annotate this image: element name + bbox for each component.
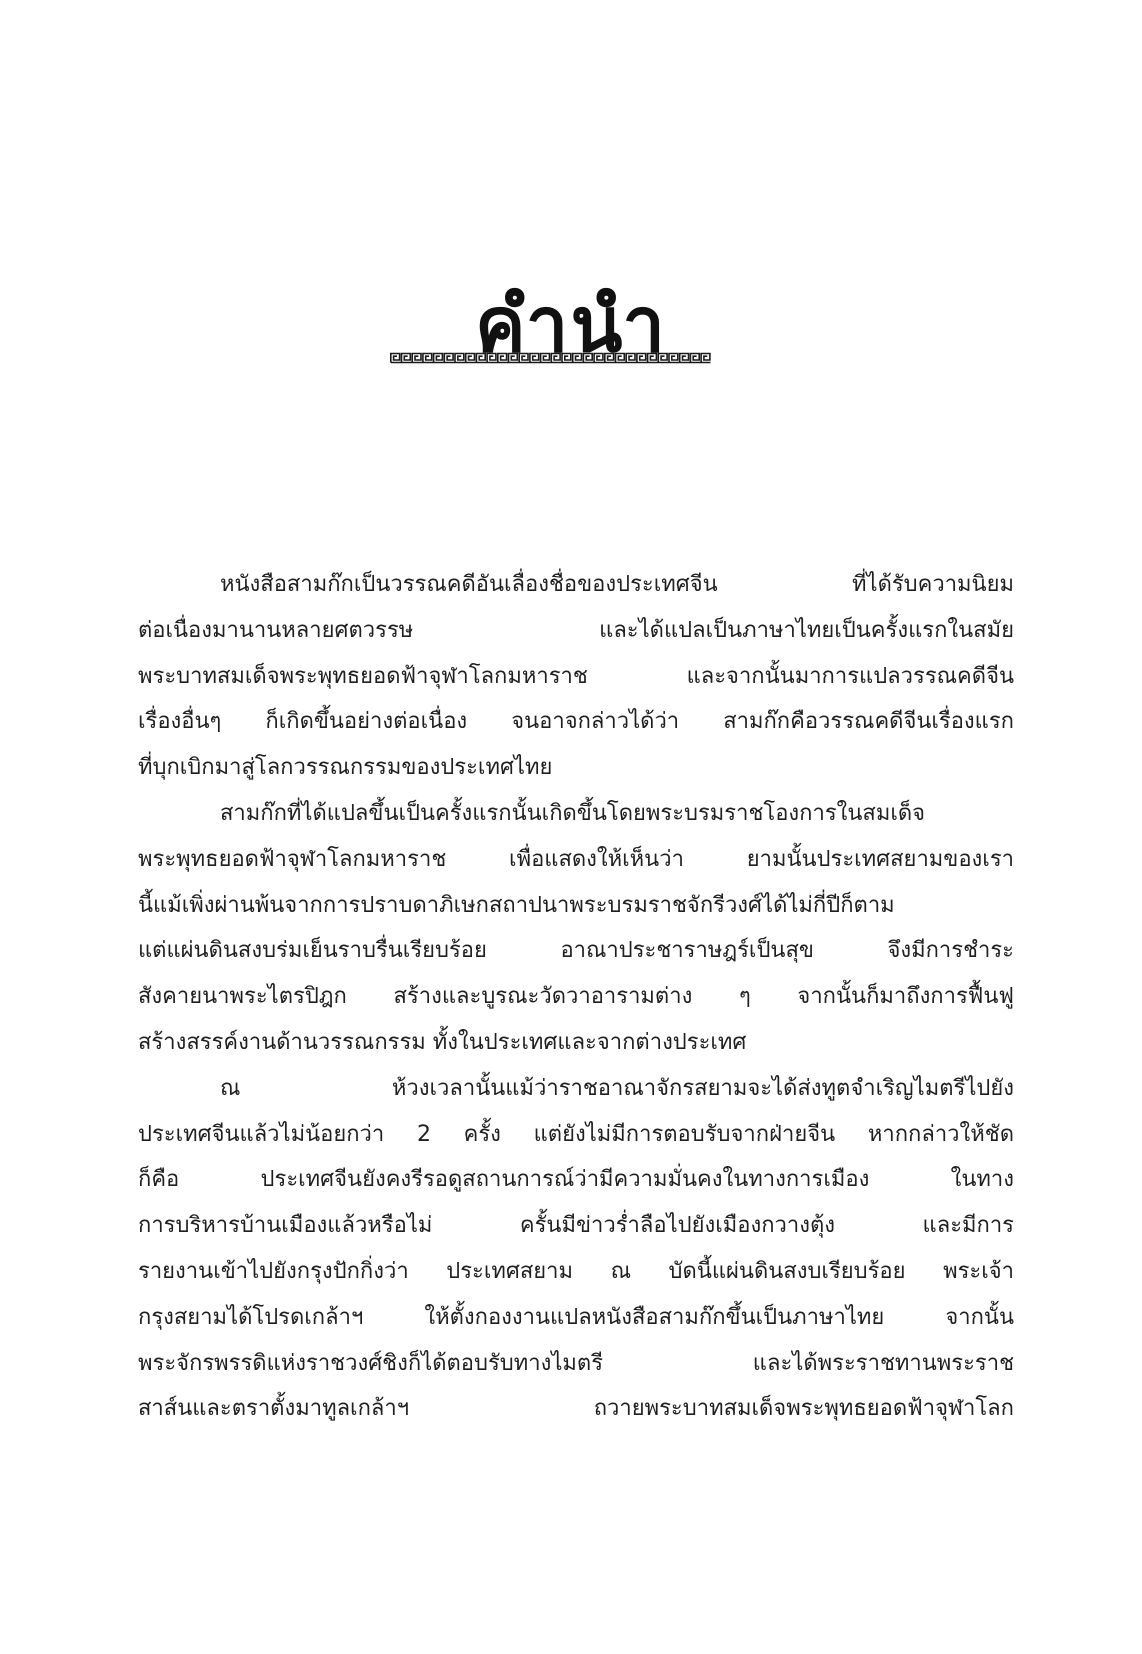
text-line: รายงานเข้าไปยังกรุงปักกิ่งว่า ประเทศสยาม ณ บัดนี้แผ่นดินสงบเรียบร้อย พระเจ้า (138, 1258, 1014, 1284)
ornament-segment (466, 354, 475, 363)
ornament-segment (551, 354, 560, 363)
ornament-segment (573, 354, 582, 363)
paragraph-2 (138, 791, 1014, 1066)
ornament-segment (626, 354, 635, 363)
ornament-segment (616, 354, 625, 363)
ornament-segment (637, 354, 646, 363)
text-line: นี้แม้เพิ่งผ่านพ้นจากการปราบดาภิเษกสถาปนาพระบรมราชจักรีวงศ์ได้ไม่กี่ปีก็ตาม (138, 892, 895, 918)
ornament-segment (583, 354, 592, 363)
text-line: ณ ห้วงเวลานั้นแม้ว่าราชอาณาจักรสยามจะได้ส่งทูตจำเริญไมตรีไปยัง (220, 1075, 1014, 1101)
paragraph-1 (138, 562, 1014, 791)
text-line: ต่อเนื่องมานานหลายศตวรรษ และได้แปลเป็นภาษาไทยเป็นครั้งแรกในสมัย (138, 617, 1014, 643)
ornament-segment (498, 354, 507, 363)
text-line: สังคายนาพระไตรปิฎก สร้างและบูรณะวัดวาอารามต่าง ๆ จากนั้นก็มาถึงการฟื้นฟู (138, 984, 1014, 1010)
ornament-segment (455, 354, 464, 363)
ornament-segment (434, 354, 443, 363)
text-line: พระจักรพรรดิแห่งราชวงศ์ชิงก็ได้ตอบรับทางไมตรี และได้พระราชทานพระราช (138, 1350, 1014, 1376)
text-line: สามก๊กที่ได้แปลขึ้นเป็นครั้งแรกนั้นเกิดขึ้นโดยพระบรมราชโองการในสมเด็จ (220, 800, 926, 826)
ornament-segment (519, 354, 528, 363)
ornament-segment (476, 354, 485, 363)
ornament-segment (648, 354, 657, 363)
preface-body (138, 562, 1014, 1432)
text-line: หนังสือสามก๊กเป็นวรรณคดีอันเลื่องชื่อของประเทศจีน ที่ได้รับความนิยม (220, 572, 1014, 597)
ornament-segment (562, 354, 571, 363)
ornament-segment (402, 354, 411, 363)
ornament-segment (530, 354, 539, 363)
ornament-segment (509, 354, 518, 363)
ornament-segment (412, 354, 421, 363)
page-title: คำนำ (474, 279, 668, 369)
text-line: สร้างสรรค์งานด้านวรรณกรรม ทั้งในประเทศและจากต่างประเทศ (138, 1029, 747, 1055)
decorative-divider (390, 350, 712, 369)
greek-key-ornament (390, 351, 712, 365)
ornament-segment (391, 354, 400, 363)
text-line: พระบาทสมเด็จพระพุทธยอดฟ้าจุฬาโลกมหาราช และจากนั้นมาการแปลวรรณคดีจีน (138, 663, 1014, 689)
text-line: ก็คือ ประเทศจีนยังคงรีรอดูสถานการณ์ว่ามีความมั่นคงในทางการเมือง ในทาง (138, 1167, 1014, 1193)
ornament-segment (680, 354, 689, 363)
ornament-segment (658, 354, 667, 363)
text-line: ที่บุกเบิกมาสู่โลกวรรณกรรมของประเทศไทย (138, 755, 553, 781)
ornament-segment (541, 354, 550, 363)
ornament-segment (444, 354, 453, 363)
text-line: แต่แผ่นดินสงบร่มเย็นราบรื่นเรียบร้อย อาณาประชาราษฎร์เป็นสุข จึงมีการชำระ (138, 938, 1014, 964)
ornament-segment (701, 354, 710, 363)
text-line: การบริหารบ้านเมืองแล้วหรือไม่ ครั้นมีข่าวร่ำลือไปยังเมืองกวางตุ้ง และมีการ (138, 1213, 1014, 1239)
text-line: เรื่องอื่นๆ ก็เกิดขึ้นอย่างต่อเนื่อง จนอาจกล่าวได้ว่า สามก๊กคือวรรณคดีจีนเรื่องแรก (138, 709, 1014, 735)
text-line: ประเทศจีนแล้วไม่น้อยกว่า 2 ครั้ง แต่ยังไม่มีการตอบรับจากฝ่ายจีน หากกล่าวให้ชัด (138, 1121, 1014, 1147)
text-line: พระพุทธยอดฟ้าจุฬาโลกมหาราช เพื่อแสดงให้เห็นว่า ยามนั้นประเทศสยามของเรา (138, 846, 1014, 872)
ornament-segment (690, 354, 699, 363)
text-line: สาส์นและตราตั้งมาทูลเกล้าฯ ถวายพระบาทสมเด็จพระพุทธยอดฟ้าจุฬาโลก (138, 1396, 1014, 1422)
ornament-segment (669, 354, 678, 363)
ornament-segment (423, 354, 432, 363)
text-line: กรุงสยามได้โปรดเกล้าฯ ให้ตั้งกองงานแปลหนังสือสามก๊กขึ้นเป็นภาษาไทย จากนั้น (138, 1304, 1014, 1330)
paragraph-3 (138, 1066, 1014, 1432)
ornament-segment (487, 354, 496, 363)
ornament-segment (605, 354, 614, 363)
ornament-segment (594, 354, 603, 363)
